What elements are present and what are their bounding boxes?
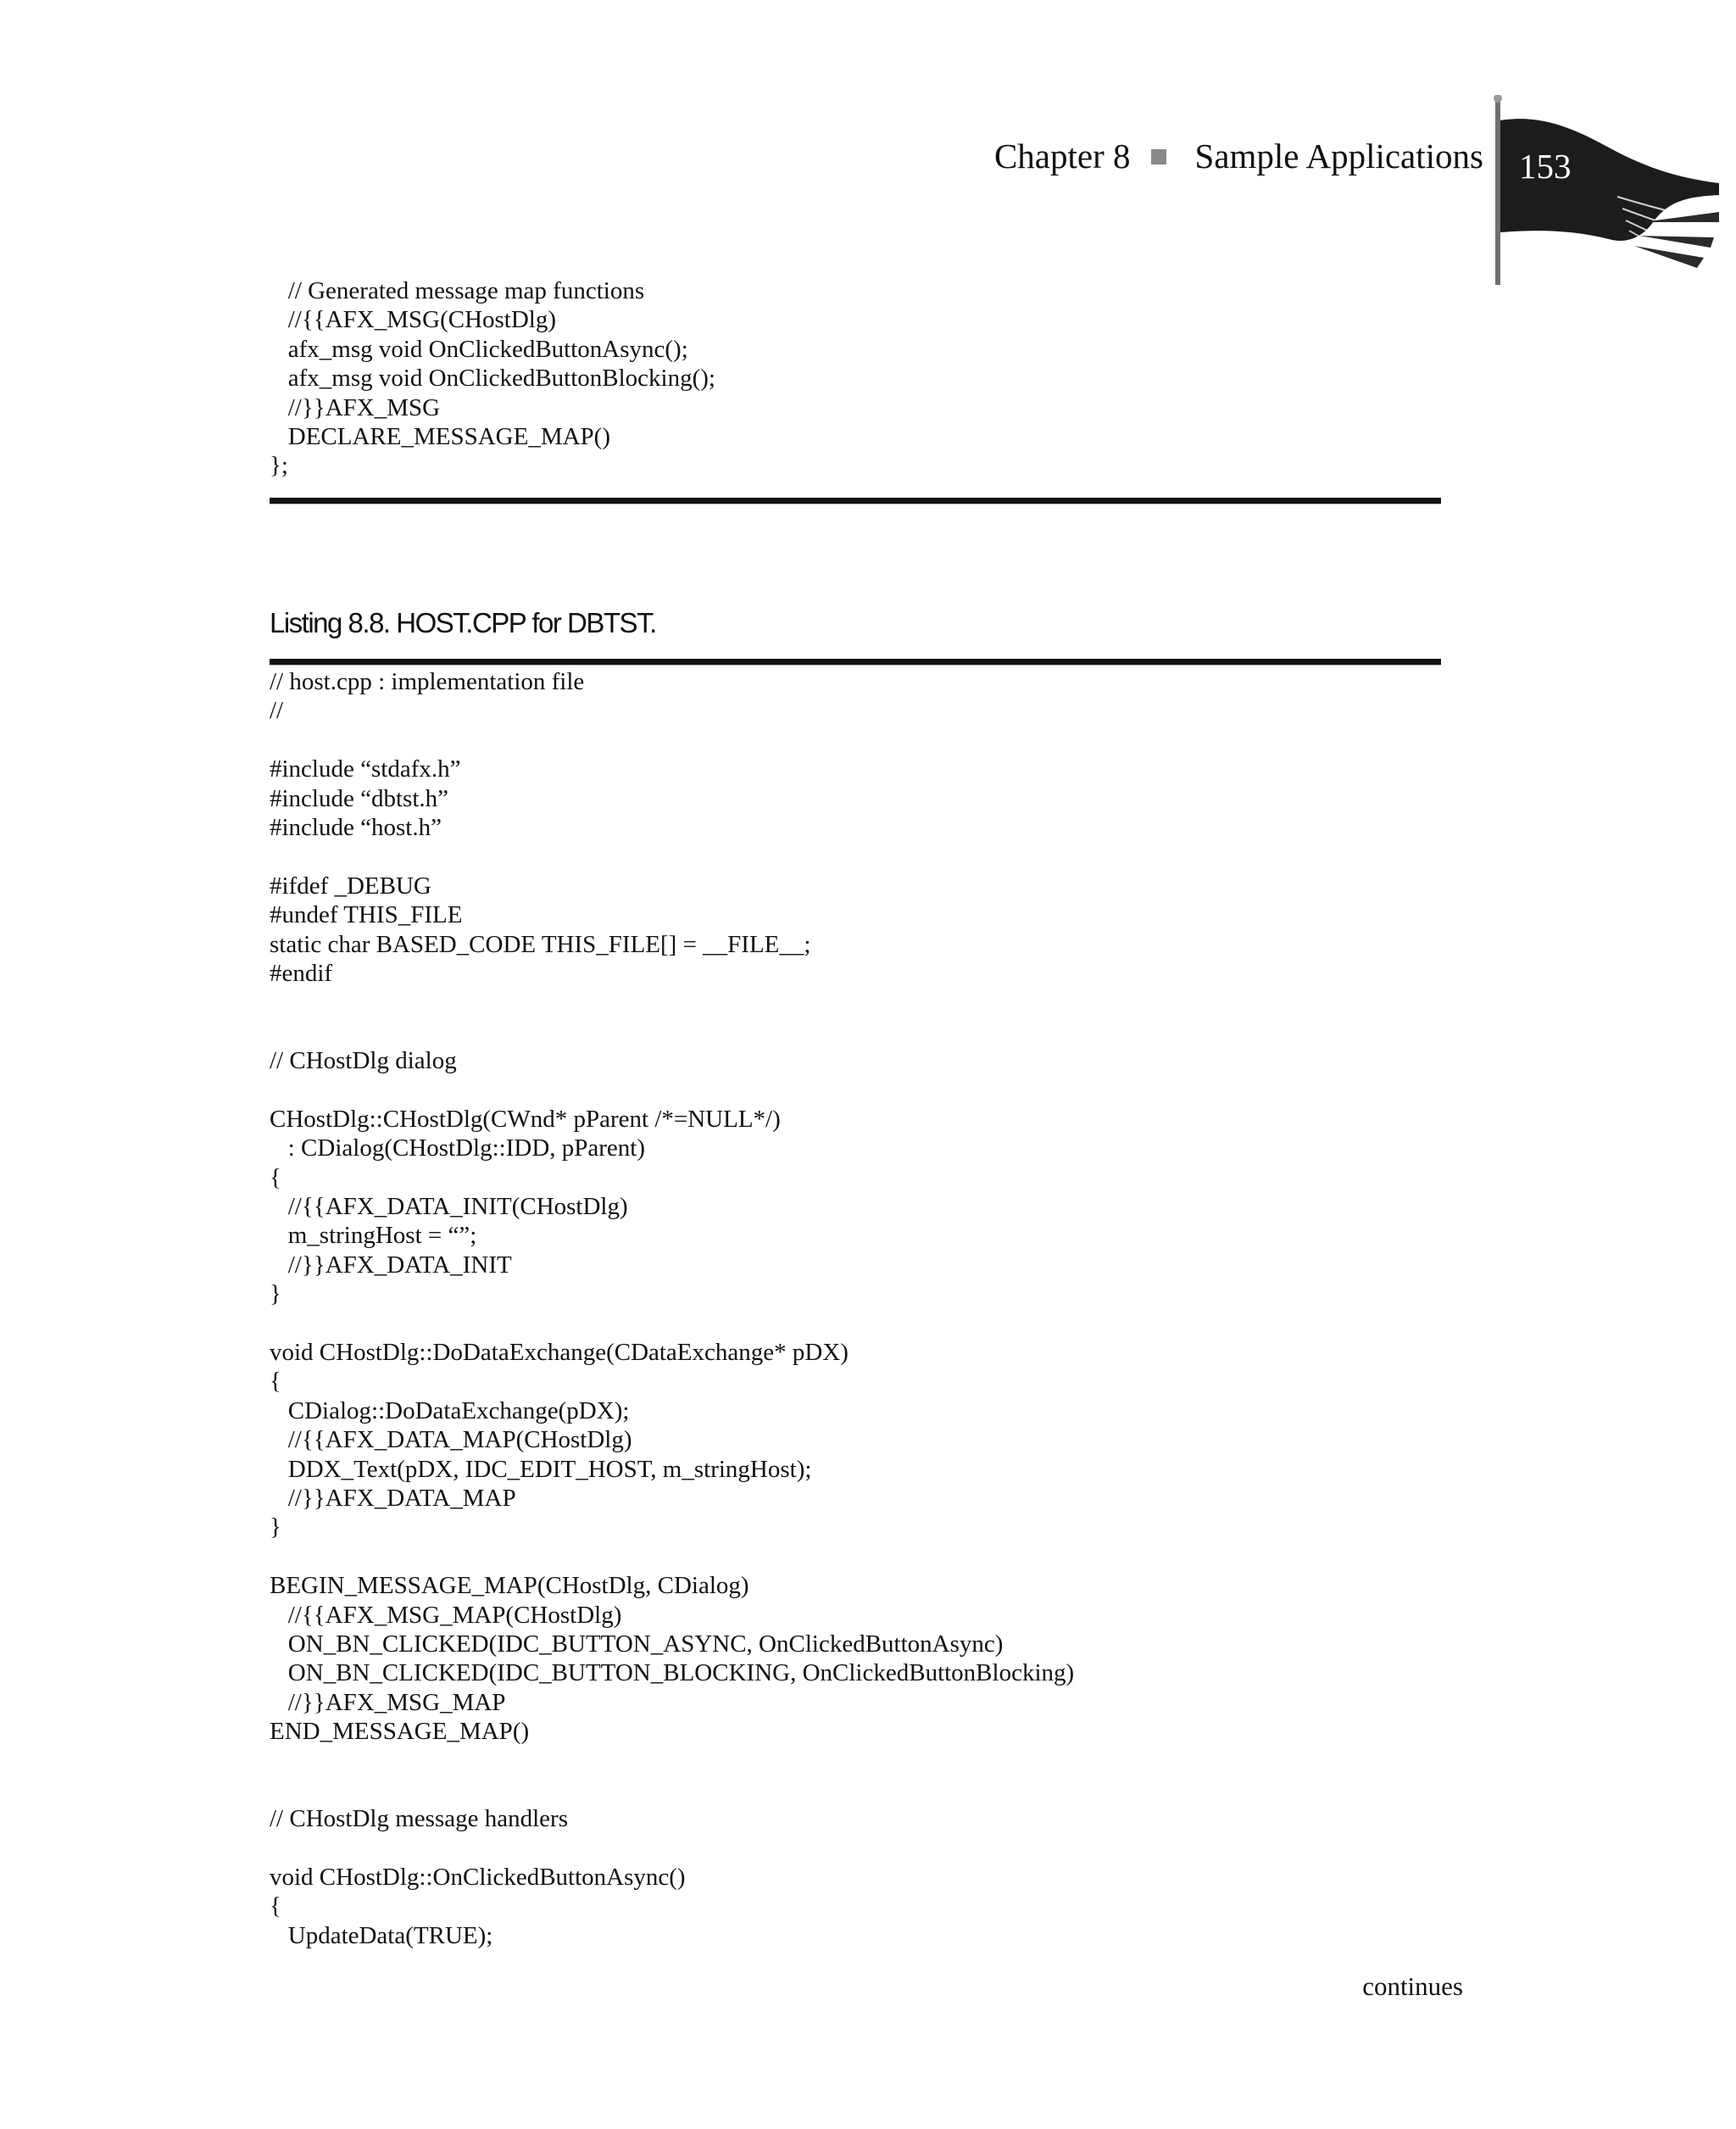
code-line: { (270, 1892, 281, 1920)
listing-title: Listing 8.8. HOST.CPP for DBTST. (270, 607, 656, 638)
code-line: ON_BN_CLICKED(IDC_BUTTON_ASYNC, OnClickedButtonAsync) (270, 1630, 1004, 1658)
code-block-listing (270, 667, 1074, 1950)
code-line: // Generated message map functions (270, 277, 645, 304)
code-line (270, 988, 1074, 1017)
code-line (270, 1075, 1074, 1104)
code-line: UpdateData(TRUE); (270, 1921, 493, 1949)
code-line: #include “host.h” (270, 813, 442, 841)
code-line: //}}AFX_DATA_INIT (270, 1251, 512, 1279)
code-line: #include “dbtst.h” (270, 784, 449, 812)
code-line (270, 1309, 1074, 1338)
flag-icon (1473, 95, 1728, 292)
code-line: DECLARE_MESSAGE_MAP() (270, 422, 610, 450)
code-line: //{{AFX_MSG_MAP(CHostDlg) (270, 1601, 622, 1629)
code-line: static char BASED_CODE THIS_FILE[] = __FILE__; (270, 930, 811, 958)
chapter-label: Chapter 8 (993, 137, 1131, 176)
code-line: } (270, 1280, 281, 1308)
code-line: afx_msg void OnClickedButtonAsync(); (270, 335, 688, 363)
code-line: { (270, 1163, 281, 1191)
code-line: #undef THIS_FILE (270, 901, 463, 929)
code-line: m_stringHost = “”; (270, 1222, 477, 1250)
code-line: }; (270, 452, 288, 480)
code-line (270, 1834, 1074, 1863)
section-label: Sample Applications (1194, 137, 1483, 176)
code-line: // CHostDlg dialog (270, 1047, 457, 1075)
code-line: #include “stdafx.h” (270, 755, 461, 783)
code-line: CDialog::DoDataExchange(pDX); (270, 1396, 630, 1424)
code-line: ON_BN_CLICKED(IDC_BUTTON_BLOCKING, OnClickedButtonBlocking) (270, 1659, 1075, 1687)
code-line (270, 1542, 1074, 1571)
code-line: #ifdef _DEBUG (270, 872, 431, 900)
code-block-top (270, 276, 715, 481)
code-line: END_MESSAGE_MAP() (270, 1718, 530, 1746)
code-line (270, 842, 1074, 871)
code-line: : CDialog(CHostDlg::IDD, pParent) (270, 1134, 646, 1162)
code-line: DDX_Text(pDX, IDC_EDIT_HOST, m_stringHost); (270, 1455, 812, 1483)
page-number: 153 (1519, 147, 1572, 186)
code-line (270, 1775, 1074, 1804)
code-line: //}}AFX_DATA_MAP (270, 1484, 516, 1512)
code-line: // (270, 697, 284, 725)
code-line: //}}AFX_MSG_MAP (270, 1688, 506, 1716)
square-bullet-icon (1151, 149, 1166, 164)
code-line: CHostDlg::CHostDlg(CWnd* pParent /*=NULL*/) (270, 1105, 781, 1133)
code-line: //{{AFX_MSG(CHostDlg) (270, 306, 557, 334)
code-line: } (270, 1513, 281, 1541)
code-line: // host.cpp : implementation file (270, 668, 585, 695)
code-line: // CHostDlg message handlers (270, 1805, 568, 1833)
code-line (270, 1017, 1074, 1046)
code-line: { (270, 1368, 281, 1396)
code-line: //}}AFX_MSG (270, 393, 441, 421)
code-line: //{{AFX_DATA_MAP(CHostDlg) (270, 1426, 632, 1454)
code-line: void CHostDlg::DoDataExchange(CDataExchange* pDX) (270, 1338, 849, 1366)
code-line: BEGIN_MESSAGE_MAP(CHostDlg, CDialog) (270, 1572, 749, 1600)
code-line: #endif (270, 959, 333, 987)
divider-rule (270, 498, 1441, 504)
code-line (270, 726, 1074, 755)
code-line (270, 1746, 1074, 1775)
running-header (994, 139, 1483, 174)
code-line: afx_msg void OnClickedButtonBlocking(); (270, 365, 715, 393)
code-line: //{{AFX_DATA_INIT(CHostDlg) (270, 1193, 628, 1221)
code-line: void CHostDlg::OnClickedButtonAsync() (270, 1864, 686, 1892)
divider-rule (270, 659, 1441, 666)
continues-note: continues (1362, 1971, 1463, 2001)
